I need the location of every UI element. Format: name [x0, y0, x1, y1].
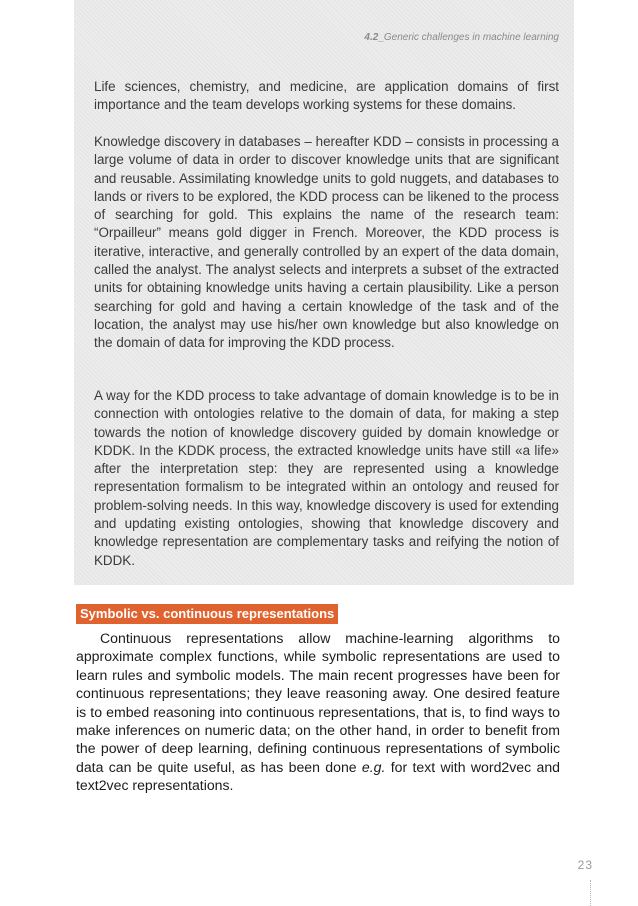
body-text-main: Continuous representations allow machine-learning algorithms to approximate complex functions, while symbolic representations are used to learn rules and symbolic models. The main recent progresses have been for continuous representations; they leave reasoning away. One desired feature is to embed reasoning into continuous representations, that is, to find ways to make inferences on numeric data; on the other hand, in order to benefit from the power of deep learning, defining continuous representations of symbolic data can be quite useful, as has been done [76, 630, 560, 775]
section-heading: Symbolic vs. continuous representations [76, 604, 338, 624]
header-section-title: Generic challenges in machine learning [383, 32, 559, 43]
box-paragraph-3: A way for the KDD process to take advantage of domain knowledge is to be in connection with ontologies relative to the domain of data, for making a step towards the notion of knowledge discovery guided by domain knowledge or KDDK. In the KDDK process, the extracted knowledge units have still «a life» after the interpretation step: they are represented using a knowledge representation formalism to be integrated within an ontology and reused for problem-solving needs. In this way, knowledge discovery is used for extending and updating existing ontologies, showing that knowledge discovery and knowledge representation are complementary tasks and reifying the notion of KDDK. [94, 388, 559, 568]
header-section-number: 4.2_ [364, 32, 384, 43]
body-text-italic: e.g. [361, 758, 386, 775]
box-paragraph-1: Life sciences, chemistry, and medicine, are application domains of first importance and the team develops working systems for these domains. [94, 79, 559, 113]
page-number: 23 [577, 858, 593, 872]
box-paragraph-2: Knowledge discovery in databases – hereafter KDD – consists in processing a large volume of data in order to discover knowledge units that are significant and reusable. Assimilating knowledge units to gold nuggets, and databases to lands or rivers to be explored, the KDD process can be likened to the process of searching for gold. This explains the name of the research team: “Orpailleur” means gold digger in French. Moreover, the KDD process is iterative, interactive, and generally controlled by an expert of the data domain, called the analyst. The analyst selects and interprets a subset of the extracted units for obtaining knowledge units having a certain plausibility. Like a person searching for gold and having a certain knowledge of the task and of the location, the analyst may use his/her own knowledge but also knowledge on the domain of data for improving the KDD process. [94, 134, 559, 351]
section-body-paragraph [76, 629, 560, 795]
body-text-end: for text with word2vec and text2vec representations. [76, 758, 560, 794]
page-number-dotted-rule [590, 880, 591, 906]
running-header [364, 32, 559, 43]
